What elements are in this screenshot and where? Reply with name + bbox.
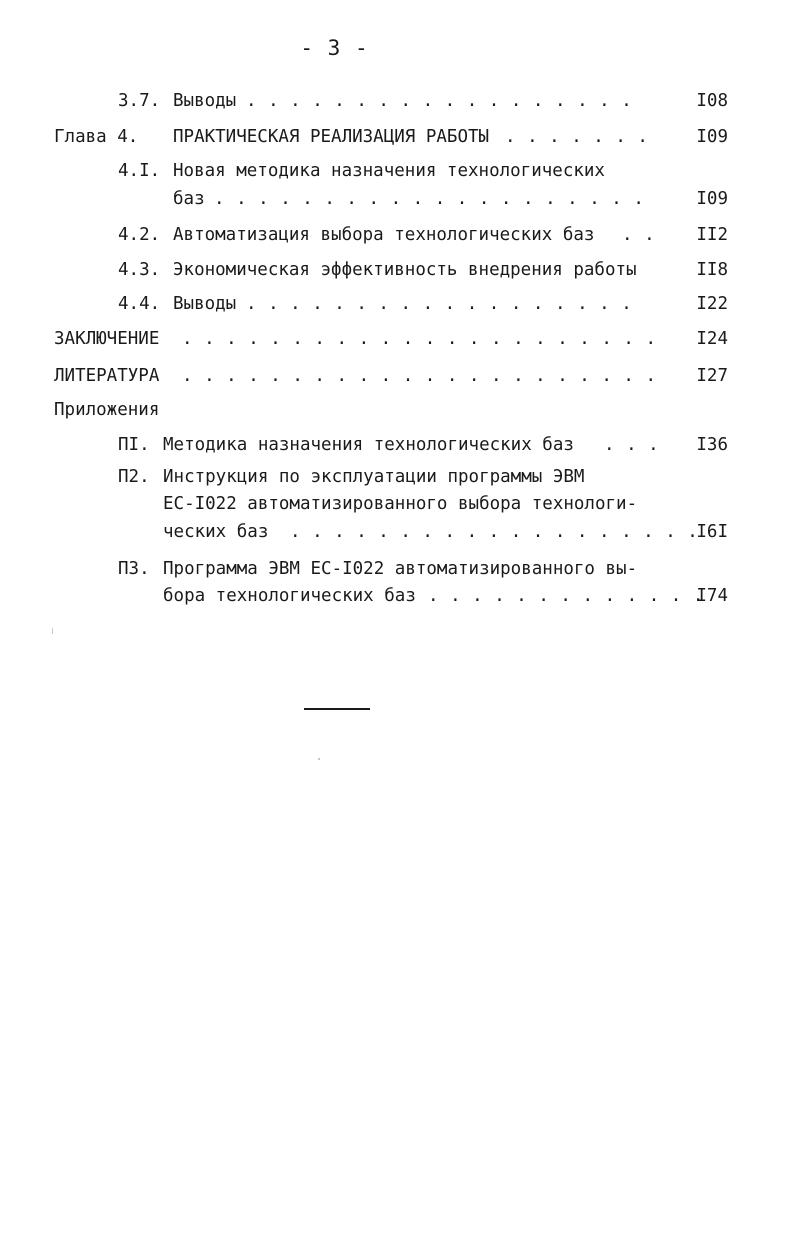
- toc-entry-title-continued: бора технологических баз: [163, 586, 416, 606]
- toc-page-number: I36: [696, 435, 728, 455]
- toc-entry-number: П2.: [118, 467, 150, 487]
- toc-entry-title-continued: баз: [173, 189, 205, 209]
- toc-entry-number: 3.7.: [118, 91, 161, 111]
- toc-entry-title: ЛИТЕРАТУРА: [54, 366, 160, 386]
- toc-entry-title: Новая методика назначения технологических: [173, 161, 605, 181]
- toc-leader-dots: . . . . . . .: [505, 127, 649, 147]
- toc-entry-title: Инструкция по эксплуатации программы ЭВМ: [163, 467, 585, 487]
- toc-entry-title-continued: ЕС-I022 автоматизированного выбора технологи-: [163, 494, 638, 514]
- scan-speck: [52, 628, 53, 634]
- toc-page-number: I74: [696, 586, 728, 606]
- toc-page-number: I6I: [696, 522, 728, 542]
- toc-entry-title: ЗАКЛЮЧЕНИЕ: [54, 329, 160, 349]
- toc-page-number: I08: [696, 91, 728, 111]
- toc-page-number: II2: [696, 225, 728, 245]
- toc-entry-title: ПРАКТИЧЕСКАЯ РЕАЛИЗАЦИЯ РАБОТЫ: [173, 127, 490, 147]
- toc-leader-dots: . . . . . . . . . . . . . . . . . . . .: [214, 189, 645, 209]
- toc-section-title: Приложения: [54, 400, 160, 420]
- toc-leader-dots: . . . . . . . . . . . . . . . . . .: [246, 91, 633, 111]
- toc-entry-number: Глава 4.: [54, 127, 139, 147]
- toc-leader-dots: . . . . . . . . . . . . .: [428, 586, 704, 606]
- toc-page-number: I24: [696, 329, 728, 349]
- toc-entry-title: Выводы: [173, 294, 237, 314]
- toc-leader-dots: . .: [622, 225, 656, 245]
- toc-leader-dots: . . . . . . . . . . . . . . . . . . .: [290, 522, 699, 542]
- toc-entry-number: П3.: [118, 559, 150, 579]
- toc-entry-title: Программа ЭВМ ЕС-I022 автоматизированного вы-: [163, 559, 638, 579]
- toc-leader-dots: . . . . . . . . . . . . . . . . . . . . . .: [182, 366, 657, 386]
- toc-page-number: I27: [696, 366, 728, 386]
- toc-leader-dots: . . .: [604, 435, 660, 455]
- toc-page-number: II8: [696, 260, 728, 280]
- page-number: - 3 -: [300, 36, 369, 60]
- toc-page-number: I22: [696, 294, 728, 314]
- toc-leader-dots: . . . . . . . . . . . . . . . . . .: [246, 294, 633, 314]
- toc-leader-dots: . . . . . . . . . . . . . . . . . . . . . .: [182, 329, 657, 349]
- toc-entry-number: 4.4.: [118, 294, 161, 314]
- toc-entry-number: 4.3.: [118, 260, 161, 280]
- toc-page-number: I09: [696, 189, 728, 209]
- toc-entry-number: 4.I.: [118, 161, 161, 181]
- toc-entry-number: 4.2.: [118, 225, 161, 245]
- toc-entry-title: Автоматизация выбора технологических баз: [173, 225, 595, 245]
- toc-entry-title: Экономическая эффективность внедрения работы: [173, 260, 637, 280]
- end-rule: [304, 708, 370, 710]
- scan-speck: [318, 758, 320, 760]
- toc-entry-title: Методика назначения технологических баз: [163, 435, 574, 455]
- toc-entry-number: ПI.: [118, 435, 150, 455]
- toc-page-number: I09: [696, 127, 728, 147]
- toc-entry-title-continued: ческих баз: [163, 522, 269, 542]
- toc-entry-title: Выводы: [173, 91, 237, 111]
